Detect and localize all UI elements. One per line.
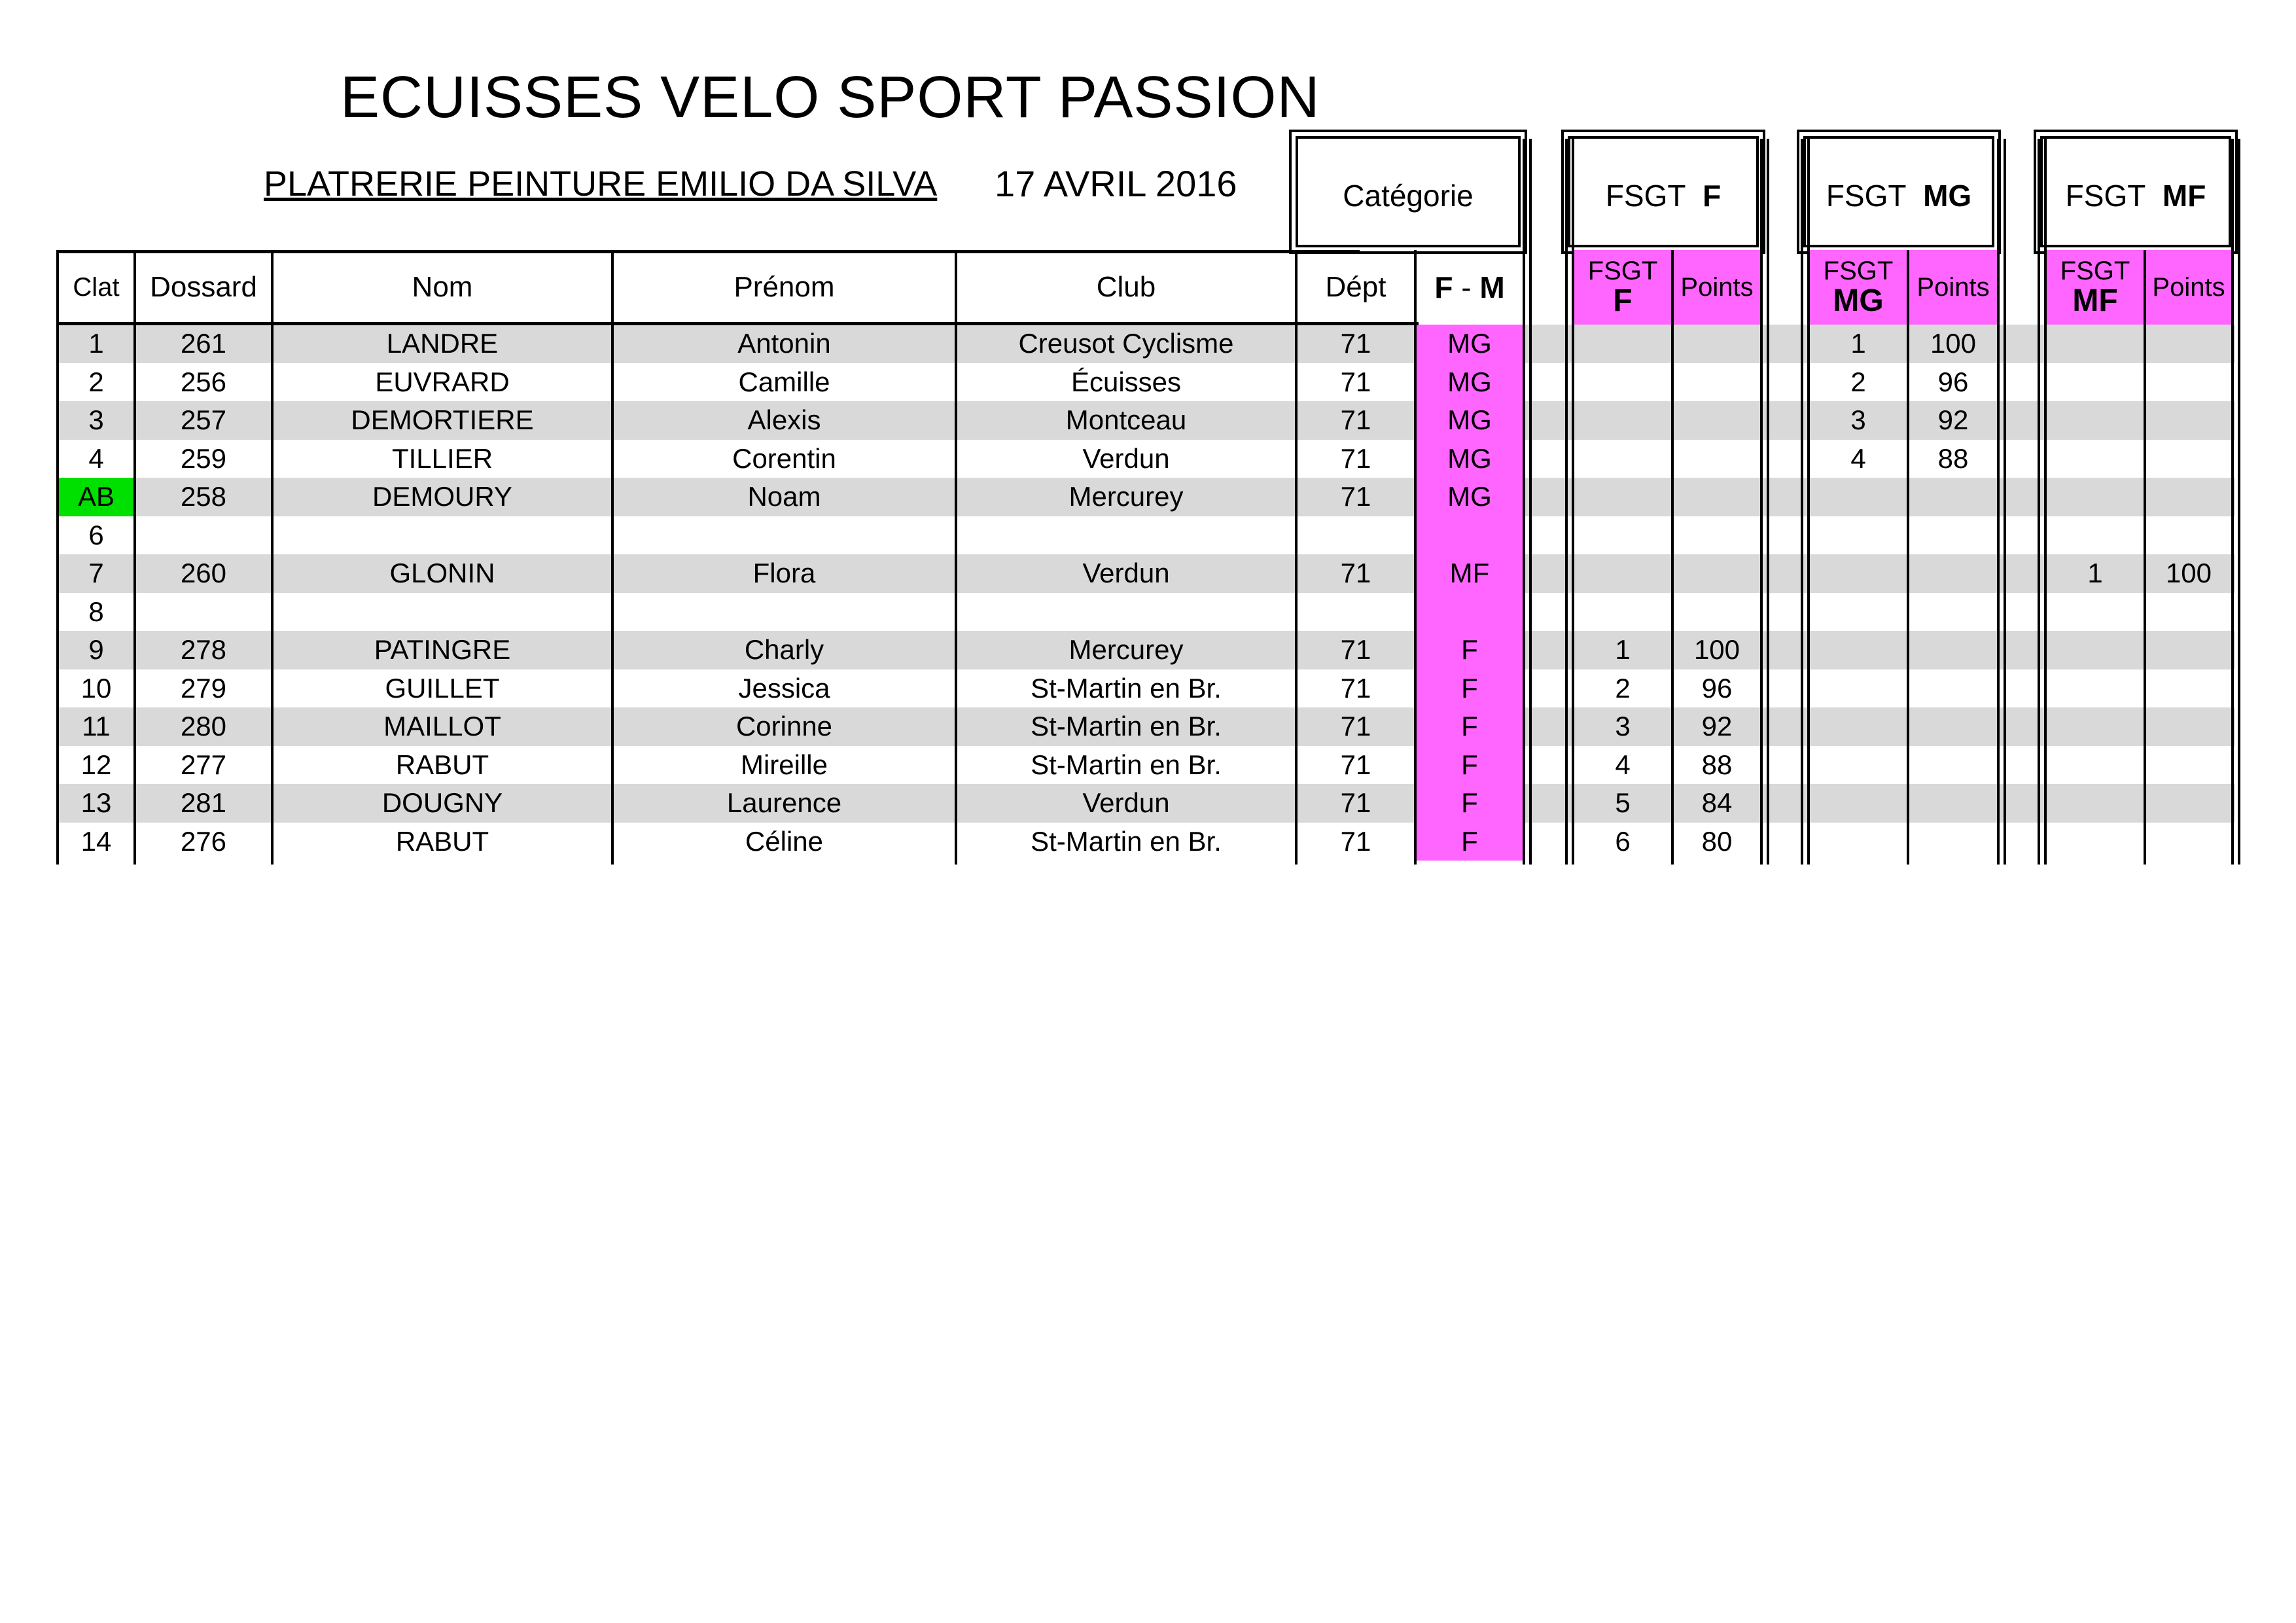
cell-mg-rank xyxy=(1809,593,1908,632)
cell-f-rank xyxy=(1573,440,1672,478)
cell-dept: 71 xyxy=(1340,787,1371,819)
cell-clat: 11 xyxy=(82,711,111,742)
cell-f-rank: 1 xyxy=(1615,634,1631,666)
cell-prenom xyxy=(612,593,956,632)
cell-mf-rank xyxy=(2045,440,2145,478)
double-rule xyxy=(1565,139,1568,865)
cell-prenom: Jessica xyxy=(738,672,830,704)
cell-mf-rank xyxy=(2045,478,2145,516)
cell-prenom: Laurence xyxy=(726,787,842,819)
cell-f-rank xyxy=(1573,516,1672,555)
cell-prenom xyxy=(612,516,956,555)
cell-prenom: Mireille xyxy=(740,749,828,780)
cell-f-rank: 4 xyxy=(1615,749,1631,780)
cell-f-rank xyxy=(1573,554,1672,593)
cell-prenom: Corinne xyxy=(735,711,833,742)
column-rule xyxy=(2144,250,2146,865)
cell-mg-pts xyxy=(1908,516,1998,555)
cell-club: Montceau xyxy=(1065,404,1187,436)
cell-cat xyxy=(1415,516,1524,555)
cell-f-rank xyxy=(1573,363,1672,402)
cell-mg-pts: 100 xyxy=(1930,328,1977,359)
column-rule xyxy=(1907,250,1909,865)
cell-dept: 71 xyxy=(1340,825,1371,857)
group-box-mf xyxy=(2040,136,2231,247)
cell-nom: DEMOURY xyxy=(372,481,512,512)
cell-mf-rank xyxy=(2045,746,2145,785)
cell-cat: MG xyxy=(1415,478,1524,516)
double-rule xyxy=(2044,139,2047,865)
cell-dept: 71 xyxy=(1340,366,1371,397)
cell-f-rank xyxy=(1573,478,1672,516)
cell-dossard: 257 xyxy=(180,404,227,436)
cell-f-pts: 84 xyxy=(1701,787,1733,819)
race-sponsor: PLATRERIE PEINTURE EMILIO DA SILVA xyxy=(264,164,938,204)
cell-club: Écuisses xyxy=(1070,366,1182,397)
cell-cat: MG xyxy=(1415,401,1524,440)
cell-cat: F xyxy=(1415,746,1524,785)
cell-mf-pts: 100 xyxy=(2165,558,2212,589)
cell-mf-pts xyxy=(2145,478,2233,516)
cell-mf-pts xyxy=(2145,631,2233,669)
cell-prenom: Alexis xyxy=(747,404,821,436)
cell-mg-pts: 88 xyxy=(1937,442,1969,474)
column-rule xyxy=(56,250,59,865)
col-prenom: Prénom xyxy=(733,271,835,303)
cell-nom xyxy=(272,593,612,632)
double-rule xyxy=(2004,139,2006,865)
group-code: MF xyxy=(2162,179,2206,213)
cell-mg-pts xyxy=(1908,593,1998,632)
cell-clat: 8 xyxy=(88,596,104,627)
cell-dossard: 277 xyxy=(180,749,227,780)
cell-mg-pts xyxy=(1908,707,1998,746)
cell-clat: 13 xyxy=(80,787,112,819)
cell-mf-rank xyxy=(2045,325,2145,363)
cell-f-pts: 92 xyxy=(1701,711,1733,742)
double-rule xyxy=(1523,139,1525,865)
cell-dossard xyxy=(135,593,272,632)
cell-mf-pts xyxy=(2145,440,2233,478)
cell-prenom: Corentin xyxy=(732,442,836,474)
cell-dept: 71 xyxy=(1340,481,1371,512)
cell-prenom: Céline xyxy=(745,825,824,857)
cell-mg-pts xyxy=(1908,823,1998,861)
cell-club: St-Martin en Br. xyxy=(1031,749,1222,780)
cell-mf-rank xyxy=(2045,631,2145,669)
cell-f-rank xyxy=(1573,401,1672,440)
cell-cat: F xyxy=(1415,631,1524,669)
double-rule xyxy=(1760,139,1763,865)
cell-dept: 71 xyxy=(1340,672,1371,704)
cell-club: St-Martin en Br. xyxy=(1031,672,1222,704)
col-club: Club xyxy=(1096,271,1156,303)
double-rule xyxy=(1807,139,1810,865)
cell-club: Creusot Cyclisme xyxy=(1018,328,1234,359)
cell-clat: 2 xyxy=(88,366,104,397)
cell-mf-rank xyxy=(2045,516,2145,555)
cell-club: Verdun xyxy=(1082,442,1170,474)
cell-nom: RABUT xyxy=(395,749,489,780)
group-label: FSGT xyxy=(1605,179,1686,213)
cell-cat: MG xyxy=(1415,440,1524,478)
cell-f-rank: 2 xyxy=(1615,672,1631,704)
cell-dept: 71 xyxy=(1340,711,1371,742)
column-rule xyxy=(271,250,274,865)
cell-dossard: 278 xyxy=(180,634,227,666)
cell-club: Mercurey xyxy=(1069,634,1184,666)
cell-clat: 10 xyxy=(80,672,112,704)
race-date: 17 AVRIL 2016 xyxy=(995,163,1237,204)
cell-f-pts: 96 xyxy=(1701,672,1733,704)
cell-club: Verdun xyxy=(1082,558,1170,589)
cell-mg-rank xyxy=(1809,478,1908,516)
cell-cat: MG xyxy=(1415,325,1524,363)
cell-clat: 4 xyxy=(88,442,104,474)
cell-club: Mercurey xyxy=(1069,481,1184,512)
cell-mg-rank xyxy=(1809,823,1908,861)
cell-mf-pts xyxy=(2145,669,2233,708)
cell-clat: 6 xyxy=(88,519,104,550)
cell-clat: 1 xyxy=(88,328,104,359)
cell-mg-rank xyxy=(1809,669,1908,708)
cell-nom: TILLIER xyxy=(391,442,493,474)
category-label: Catégorie xyxy=(1343,179,1474,213)
cell-mg-rank xyxy=(1809,784,1908,823)
group-label: FSGT xyxy=(1826,179,1907,213)
cell-club xyxy=(956,593,1296,632)
cell-nom: GUILLET xyxy=(385,672,500,704)
cell-f-rank: 5 xyxy=(1615,787,1631,819)
cell-mf-pts xyxy=(2145,593,2233,632)
cell-prenom: Noam xyxy=(747,481,821,512)
cell-f-rank xyxy=(1573,325,1672,363)
cell-f-pts xyxy=(1672,478,1761,516)
header-bottom-rule xyxy=(58,322,1419,325)
cell-mf-pts xyxy=(2145,823,2233,861)
cell-dossard: 279 xyxy=(180,672,227,704)
cell-cat: F xyxy=(1415,707,1524,746)
cell-dossard: 276 xyxy=(180,825,227,857)
cell-dossard: 281 xyxy=(180,787,227,819)
cell-f-pts xyxy=(1672,363,1761,402)
cell-f-pts xyxy=(1672,554,1761,593)
cell-f-pts xyxy=(1672,401,1761,440)
col-f-rank: FSGT F xyxy=(1573,250,1672,325)
cell-nom: RABUT xyxy=(395,825,489,857)
col-dept: Dépt xyxy=(1325,271,1386,303)
cell-mg-pts xyxy=(1908,554,1998,593)
col-clat: Clat xyxy=(73,272,120,302)
cell-f-rank xyxy=(1573,593,1672,632)
cell-mf-rank xyxy=(2045,823,2145,861)
cell-mf-pts xyxy=(2145,325,2233,363)
cell-f-pts: 100 xyxy=(1693,634,1740,666)
cell-club: St-Martin en Br. xyxy=(1031,825,1222,857)
col-nom: Nom xyxy=(412,271,473,303)
cell-prenom: Antonin xyxy=(737,328,831,359)
cell-clat: 9 xyxy=(88,634,104,666)
group-label: FSGT xyxy=(2065,179,2146,213)
cell-mg-rank: 3 xyxy=(1850,404,1866,436)
cell-mf-pts xyxy=(2145,707,2233,746)
group-box-f xyxy=(1568,136,1759,247)
cell-mf-pts xyxy=(2145,516,2233,555)
cell-nom: DOUGNY xyxy=(381,787,503,819)
cell-cat: F xyxy=(1415,669,1524,708)
col-fm: F - M xyxy=(1434,270,1505,304)
group-code: MG xyxy=(1923,179,1972,213)
cell-nom: MAILLOT xyxy=(383,711,501,742)
cell-cat: F xyxy=(1415,823,1524,861)
cell-prenom: Camille xyxy=(738,366,830,397)
cell-prenom: Charly xyxy=(744,634,824,666)
cell-clat: 12 xyxy=(80,749,112,780)
cell-dossard: 258 xyxy=(180,481,227,512)
cell-mf-pts xyxy=(2145,746,2233,785)
cell-nom: PATINGRE xyxy=(374,634,511,666)
cell-f-pts xyxy=(1672,440,1761,478)
col-mg-rank: FSGT MG xyxy=(1809,250,1908,325)
cell-club: Verdun xyxy=(1082,787,1170,819)
cell-mf-pts xyxy=(2145,401,2233,440)
cell-f-pts xyxy=(1672,593,1761,632)
cell-club: St-Martin en Br. xyxy=(1031,711,1222,742)
cell-mg-rank xyxy=(1809,707,1908,746)
col-mf-rank: FSGT MF xyxy=(2045,250,2145,325)
cell-dept: 71 xyxy=(1340,404,1371,436)
col-f-points: Points xyxy=(1672,250,1761,325)
cell-mg-pts xyxy=(1908,746,1998,785)
cell-mg-rank xyxy=(1809,631,1908,669)
cell-mf-rank xyxy=(2045,669,2145,708)
cell-prenom: Flora xyxy=(752,558,816,589)
cell-clat: 14 xyxy=(80,825,112,857)
cell-club xyxy=(956,516,1296,555)
cell-dept xyxy=(1296,516,1415,555)
cell-f-pts xyxy=(1672,325,1761,363)
header-top-rule xyxy=(58,250,1360,253)
cell-f-rank: 3 xyxy=(1615,711,1631,742)
cell-dossard: 260 xyxy=(180,558,227,589)
cell-mf-rank xyxy=(2045,784,2145,823)
cell-mg-pts xyxy=(1908,631,1998,669)
cell-mf-rank xyxy=(2045,593,2145,632)
cell-mf-pts xyxy=(2145,784,2233,823)
cell-cat: MF xyxy=(1415,554,1524,593)
double-rule xyxy=(1529,139,1532,865)
cell-f-pts xyxy=(1672,516,1761,555)
cell-nom: EUVRARD xyxy=(375,366,510,397)
cell-dossard: 261 xyxy=(180,328,227,359)
cell-dept xyxy=(1296,593,1415,632)
cell-mf-rank xyxy=(2045,401,2145,440)
cell-mg-rank: 1 xyxy=(1850,328,1866,359)
cell-dossard: 259 xyxy=(180,442,227,474)
column-rule xyxy=(1671,250,1674,865)
double-rule xyxy=(1801,139,1803,865)
cell-clat: 7 xyxy=(88,558,104,589)
column-rule xyxy=(1414,250,1417,865)
double-rule xyxy=(1572,139,1574,865)
group-box-mg xyxy=(1803,136,1994,247)
category-header-box xyxy=(1296,136,1521,247)
cell-mg-rank xyxy=(1809,746,1908,785)
cell-mg-pts xyxy=(1908,478,1998,516)
cell-dept: 71 xyxy=(1340,634,1371,666)
cell-cat: F xyxy=(1415,784,1524,823)
cell-clat: 3 xyxy=(88,404,104,436)
cell-mf-rank xyxy=(2045,707,2145,746)
cell-dept: 71 xyxy=(1340,328,1371,359)
cell-dept: 71 xyxy=(1340,558,1371,589)
cell-dossard: 256 xyxy=(180,366,227,397)
cell-mg-rank: 2 xyxy=(1850,366,1866,397)
column-rule xyxy=(1295,250,1298,865)
cell-mg-pts: 96 xyxy=(1937,366,1969,397)
cell-dept: 71 xyxy=(1340,442,1371,474)
cell-mf-pts xyxy=(2145,363,2233,402)
col-dossard: Dossard xyxy=(150,271,257,303)
cell-mg-rank xyxy=(1809,516,1908,555)
cell-cat: MG xyxy=(1415,363,1524,402)
column-rule xyxy=(611,250,614,865)
cell-mg-pts: 92 xyxy=(1937,404,1969,436)
double-rule xyxy=(1767,139,1769,865)
col-mg-points: Points xyxy=(1908,250,1998,325)
cell-mg-rank: 4 xyxy=(1850,442,1866,474)
column-rule xyxy=(955,250,957,865)
column-rule xyxy=(133,250,136,865)
double-rule xyxy=(2231,139,2234,865)
cell-dossard: 280 xyxy=(180,711,227,742)
cell-mf-rank xyxy=(2045,363,2145,402)
cell-f-pts: 80 xyxy=(1701,825,1733,857)
cell-nom: LANDRE xyxy=(386,328,499,359)
cell-mg-pts xyxy=(1908,784,1998,823)
col-mf-points: Points xyxy=(2145,250,2233,325)
double-rule xyxy=(2038,139,2040,865)
group-code: F xyxy=(1703,179,1722,213)
cell-nom xyxy=(272,516,612,555)
cell-mg-rank xyxy=(1809,554,1908,593)
cell-mf-rank: 1 xyxy=(2087,558,2103,589)
double-rule xyxy=(2238,139,2240,865)
cell-dossard xyxy=(135,516,272,555)
double-rule xyxy=(1997,139,2000,865)
cell-f-rank: 6 xyxy=(1615,825,1631,857)
cell-f-pts: 88 xyxy=(1701,749,1733,780)
cell-cat xyxy=(1415,593,1524,632)
cell-mg-pts xyxy=(1908,669,1998,708)
cell-nom: GLONIN xyxy=(389,558,495,589)
cell-dept: 71 xyxy=(1340,749,1371,780)
page-title: ECUISSES VELO SPORT PASSION xyxy=(340,65,1320,130)
cell-nom: DEMORTIERE xyxy=(351,404,534,436)
cell-clat: AB xyxy=(58,478,135,516)
